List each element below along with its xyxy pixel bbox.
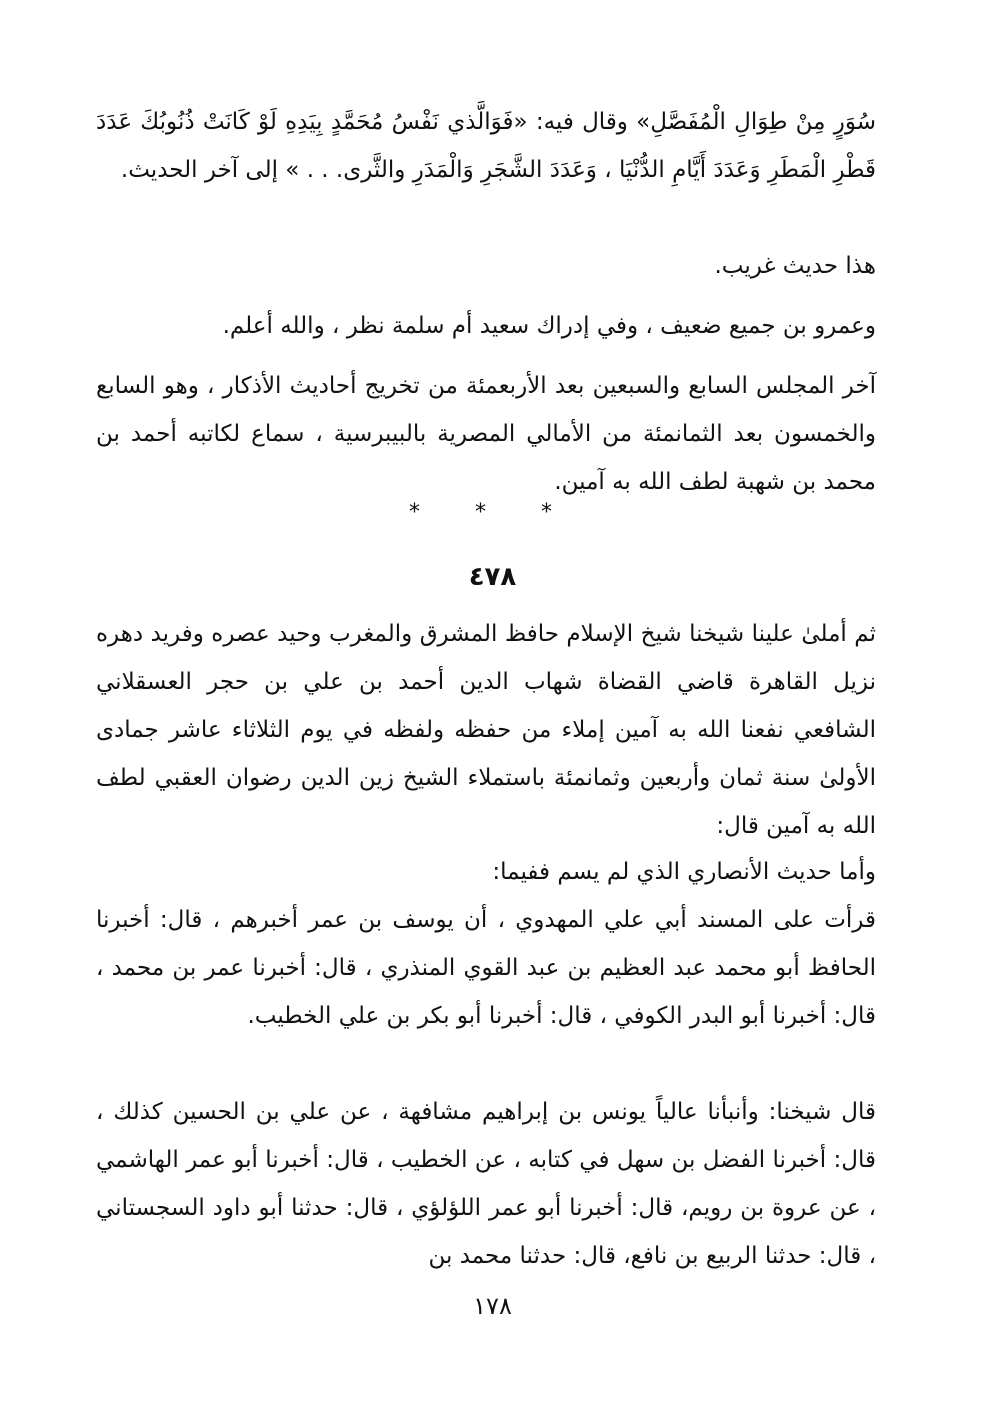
page-number: ١٧٨	[473, 1292, 512, 1320]
narrator-note-paragraph	[96, 302, 876, 350]
paragraph-text: قال شيخنا: وأنبأنا عالياً يونس بن إبراهيم مشافهة ، عن علي بن الحسين كذلك ، قال: أخبرنا الفضل بن سهل في كتابه ، عن الخطيب ، قال: أخبرنا أبو عمر الهاشمي ، عن عروة بن رويم، قال: أخبرنا أبو عمر اللؤلؤي ، قال: حدثنا أبو داود السجستاني ، قال: حدثنا الربيع بن نافع، قال: حدثنا محمد بن	[96, 1099, 876, 1269]
paragraph-text: سُوَرٍ مِنْ طِوَالِ الْمُفَصَّلِ» وقال فيه: «فَوَالَّذي نَفْسُ مُحَمَّدٍ بِيَدِهِ لَوْ كَانَتْ ذُنُوبُكَ عَدَدَ قَطْرِ الْمَطَرِ وَعَدَدَ أَيَّامِ الدُّنْيَا ، وَعَدَدَ الشَّجَرِ وَالْمَدَرِ والثَّرى. . . » إلى آخر الحديث.	[96, 109, 876, 183]
paragraph-text: قرأت على المسند أبي علي المهدوي ، أن يوسف بن عمر أخبرهم ، قال: أخبرنا الحافظ أبو محمد عبد العظيم بن عبد القوي المنذري ، قال: أخبرنا عمر بن محمد ، قال: أخبرنا أبو البدر الكوفي ، قال: أخبرنا أبو بكر بن علي الخطيب.	[96, 907, 876, 1029]
paragraph-text: هذا حديث غريب.	[714, 253, 876, 279]
section-number-heading: ٤٧٨	[468, 562, 517, 592]
isnad-paragraph-1	[96, 896, 876, 1040]
hadith-text-paragraph	[96, 98, 876, 194]
paragraph-text: وأما حديث الأنصاري الذي لم يسم ففيما:	[492, 859, 876, 885]
session-intro-paragraph	[96, 610, 876, 850]
session-end-paragraph	[96, 362, 876, 506]
section-separator-stars: * * *	[409, 500, 576, 525]
topic-paragraph	[96, 848, 876, 896]
isnad-paragraph-2	[96, 1088, 876, 1280]
paragraph-text: وعمرو بن جميع ضعيف ، وفي إدراك سعيد أم سلمة نظر ، والله أعلم.	[222, 313, 876, 339]
grading-paragraph	[96, 242, 876, 290]
paragraph-text: ثم أملىٰ علينا شيخنا شيخ الإسلام حافظ المشرق والمغرب وحيد عصره وفريد دهره نزيل القاهرة قاضي القضاة شهاب الدين أحمد بن علي بن حجر العسقلاني الشافعي نفعنا الله به آمين إملاء من حفظه ولفظه في يوم الثلاثاء عاشر جمادى الأولىٰ سنة ثمان وأربعين وثمانمئة باستملاء الشيخ زين الدين رضوان العقبي لطف الله به آمين قال:	[96, 621, 876, 839]
paragraph-text: آخر المجلس السابع والسبعين بعد الأربعمئة من تخريج أحاديث الأذكار ، وهو السابع والخمسون بعد الثمانمئة من الأمالي المصرية بالبيبرسية ، سماع لكاتبه أحمد بن محمد بن شهبة لطف الله به آمين.	[96, 373, 876, 495]
